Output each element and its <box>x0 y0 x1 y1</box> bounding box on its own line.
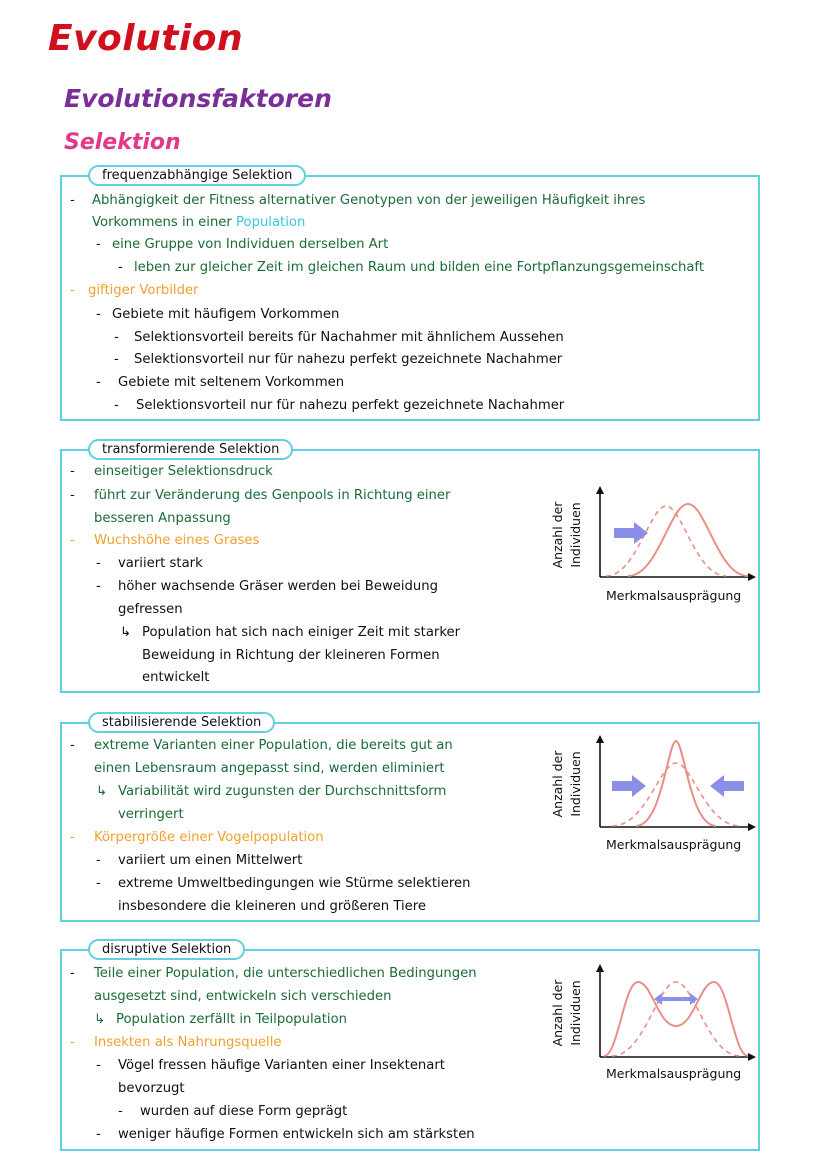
text-line: Teile einer Population, die unterschiedlichen Bedingungen <box>94 966 477 981</box>
text-line: wurden auf diese Form geprägt <box>140 1104 348 1119</box>
shifted-distribution-curve <box>628 504 748 576</box>
svg-text:Individuen: Individuen <box>568 502 583 568</box>
bullet-dash: - <box>114 398 119 413</box>
x-axis-arrowhead <box>748 823 756 831</box>
bullet-dash: - <box>70 193 75 208</box>
left-pressure-arrow <box>612 775 646 797</box>
bullet-dash: - <box>114 330 119 345</box>
svg-text:Individuen: Individuen <box>568 751 583 817</box>
text-line: extreme Umweltbedingungen wie Stürme selektieren <box>118 876 471 891</box>
x-axis-arrowhead <box>748 573 756 581</box>
disruptive-selection-graph <box>536 962 760 1092</box>
arrow-bullet: ↳ <box>94 1012 106 1027</box>
section-title: Selektion <box>64 130 181 155</box>
bimodal-distribution-curve <box>604 982 748 1056</box>
text-line: besseren Anpassung <box>94 511 231 526</box>
original-distribution-curve <box>606 506 726 576</box>
bullet-dash: - <box>118 1104 123 1119</box>
narrowed-distribution-curve <box>636 741 716 826</box>
bullet-dash: - <box>70 966 75 981</box>
box-label: disruptive Selektion <box>88 939 245 960</box>
original-distribution-curve <box>612 763 740 826</box>
divergence-arrow <box>654 993 698 1005</box>
bullet-dash: - <box>70 830 75 845</box>
box-label: frequenzabhängige Selektion <box>88 165 306 186</box>
page-title: Evolution <box>48 18 244 59</box>
text-line: Körpergröße einer Vogelpopulation <box>94 830 324 845</box>
frequency-dependent-selection-box <box>60 168 760 421</box>
text-line: variiert stark <box>118 556 203 571</box>
stabilizing-selection-graph <box>536 733 760 863</box>
bullet-dash: - <box>118 260 123 275</box>
text-line: giftiger Vorbilder <box>88 283 199 298</box>
x-axis-arrowhead <box>748 1053 756 1061</box>
text-line: einseitiger Selektionsdruck <box>94 464 273 479</box>
y-axis-arrowhead <box>596 486 604 494</box>
text-line: Vorkommens in einer Population <box>92 215 306 230</box>
bullet-dash: - <box>70 533 75 548</box>
bullet-dash: - <box>114 352 119 367</box>
text-line: Gebiete mit häufigem Vorkommen <box>112 307 340 322</box>
bullet-dash: - <box>96 556 101 571</box>
text-line: Selektionsvorteil nur für nahezu perfekt gezeichnete Nachahmer <box>136 398 565 413</box>
text-line: variiert um einen Mittelwert <box>118 853 303 868</box>
bullet-dash: - <box>96 853 101 868</box>
text-line: eine Gruppe von Individuen derselben Art <box>112 237 389 252</box>
y-axis-arrowhead <box>596 735 604 743</box>
bullet-dash: - <box>70 738 75 753</box>
text-line: Population zerfällt in Teilpopulation <box>116 1012 347 1027</box>
text-line: verringert <box>118 807 184 822</box>
bullet-dash: - <box>96 1127 101 1142</box>
arrow-bullet: ↳ <box>120 625 132 640</box>
y-axis-label <box>542 968 588 1058</box>
x-axis-label: Merkmalsausprägung <box>606 588 742 603</box>
text-line: Vögel fressen häufige Varianten einer Insektenart <box>118 1058 445 1073</box>
text-line: einen Lebensraum angepasst sind, werden eliminiert <box>94 761 445 776</box>
text-line: Selektionsvorteil nur für nahezu perfekt gezeichnete Nachahmer <box>134 352 563 367</box>
text-line: Selektionsvorteil bereits für Nachahmer mit ähnlichem Aussehen <box>134 330 564 345</box>
text-line: gefressen <box>118 602 183 617</box>
right-pressure-arrow <box>710 775 744 797</box>
text-line: Abhängigkeit der Fitness alternativer Genotypen von der jeweiligen Häufigkeit ihres <box>92 193 646 208</box>
y-axis-arrowhead <box>596 964 604 972</box>
svg-text:Anzahl der: Anzahl der <box>550 501 565 569</box>
page-subtitle: Evolutionsfaktoren <box>64 84 332 113</box>
text-line: entwickelt <box>142 670 210 685</box>
y-axis-label <box>542 739 588 829</box>
transformative-selection-graph <box>536 484 760 614</box>
bullet-dash: - <box>70 464 75 479</box>
text-line: extreme Varianten einer Population, die bereits gut an <box>94 738 453 753</box>
y-axis-label <box>542 490 588 580</box>
bullet-dash: - <box>96 876 101 891</box>
selection-pressure-arrow <box>614 522 648 544</box>
text-line: weniger häufige Formen entwickeln sich am stärksten <box>118 1127 475 1142</box>
box-label: transformierende Selektion <box>88 439 293 460</box>
text-line: Population hat sich nach einiger Zeit mit starker <box>142 625 461 640</box>
text-line: Beweidung in Richtung der kleineren Formen <box>142 648 440 663</box>
x-axis-label: Merkmalsausprägung <box>606 1066 742 1081</box>
bullet-dash: - <box>96 1058 101 1073</box>
bullet-dash: - <box>96 579 101 594</box>
text-line: Insekten als Nahrungsquelle <box>94 1035 282 1050</box>
text-line: Wuchshöhe eines Grases <box>94 533 260 548</box>
text-line: leben zur gleicher Zeit im gleichen Raum und bilden eine Fortpflanzungsgemeinschaft <box>134 260 704 275</box>
bullet-dash: - <box>96 375 101 390</box>
svg-text:Anzahl der: Anzahl der <box>550 979 565 1047</box>
bullet-dash: - <box>70 1035 75 1050</box>
x-axis-label: Merkmalsausprägung <box>606 837 742 852</box>
text-line: bevorzugt <box>118 1081 185 1096</box>
box-label: stabilisierende Selektion <box>88 712 275 733</box>
text-line: höher wachsende Gräser werden bei Beweidung <box>118 579 438 594</box>
bullet-dash: - <box>96 237 101 252</box>
bullet-dash: - <box>70 488 75 503</box>
text-line: insbesondere die kleineren und größeren Tiere <box>118 899 427 914</box>
highlight-word: Nahrungsquelle <box>177 1035 282 1050</box>
svg-text:Individuen: Individuen <box>568 980 583 1046</box>
svg-text:Anzahl der: Anzahl der <box>550 750 565 818</box>
text-line: Gebiete mit seltenem Vorkommen <box>118 375 345 390</box>
text-line: Variabilität wird zugunsten der Durchschnittsform <box>118 784 447 799</box>
original-distribution-curve <box>612 982 740 1056</box>
highlight-word: Population <box>236 215 306 230</box>
bullet-dash: - <box>70 283 75 298</box>
bullet-dash: - <box>96 307 101 322</box>
arrow-bullet: ↳ <box>96 784 108 799</box>
text-line: ausgesetzt sind, entwickeln sich verschieden <box>94 989 392 1004</box>
text-line: führt zur Veränderung des Genpools in Richtung einer <box>94 488 451 503</box>
